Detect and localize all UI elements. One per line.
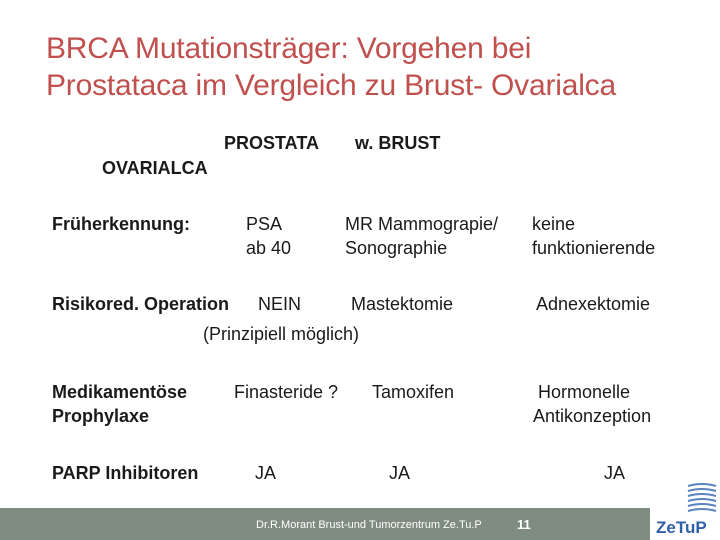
row-label-risikored-operation: Risikored. Operation: [52, 294, 230, 314]
logo-text: ZeTuP: [656, 518, 707, 537]
parp-prostata: JA: [255, 463, 277, 483]
slide-title-line2: Prostataca im Vergleich zu Brust- Ovarialca: [46, 69, 616, 102]
medik-ovar-line2: Antikonzeption: [533, 406, 652, 426]
header-prostata: PROSTATA: [224, 133, 319, 153]
risiko-prostata-line1: NEIN: [258, 294, 302, 314]
header-ovarialca: OVARIALCA: [102, 158, 208, 178]
medik-brust: Tamoxifen: [372, 382, 455, 402]
medik-prostata: Finasteride ?: [234, 382, 339, 402]
slide-title-line1: BRCA Mutationsträger: Vorgehen bei: [46, 32, 532, 65]
parp-ovar: JA: [604, 463, 626, 483]
risiko-prostata-line2: (Prinzipiell möglich): [203, 324, 360, 344]
footer-bar: [0, 508, 650, 540]
page-number: 11: [517, 517, 531, 532]
parp-brust: JA: [389, 463, 411, 483]
footer-credit: Dr.R.Morant Brust-und Tumorzentrum Ze.Tu.P: [256, 519, 482, 531]
zetup-logo: [652, 480, 720, 540]
risiko-ovar: Adnexektomie: [536, 294, 651, 314]
logo-waves-icon: [652, 480, 720, 520]
row-label-frueherkennung: Früherkennung:: [52, 214, 190, 234]
frueh-ovar-line2: funktionierende: [532, 238, 656, 258]
row-label-parp-inhibitoren: PARP Inhibitoren: [52, 463, 199, 483]
header-brust: w. BRUST: [355, 133, 441, 153]
risiko-brust: Mastektomie: [351, 294, 454, 314]
frueh-brust-line2: Sonographie: [345, 238, 448, 258]
frueh-ovar-line1: keine: [532, 214, 576, 234]
frueh-prostata-line1: PSA: [246, 214, 283, 234]
medik-ovar-line1: Hormonelle: [538, 382, 631, 402]
row-label-medikamentoese-line2: Prophylaxe: [52, 406, 150, 426]
frueh-brust-line1: MR Mammograpie/: [345, 214, 499, 234]
row-label-medikamentoese-line1: Medikamentöse: [52, 382, 188, 402]
frueh-prostata-line2: ab 40: [246, 238, 292, 258]
slide-title: [46, 30, 616, 104]
